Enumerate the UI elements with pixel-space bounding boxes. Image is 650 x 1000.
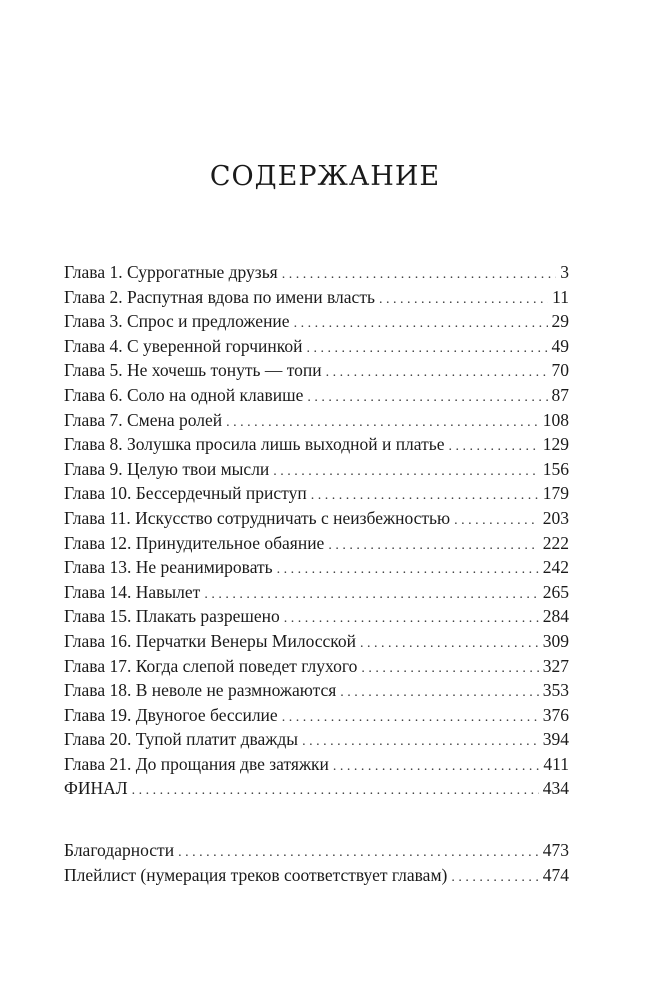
toc-entry-label: Глава 19. Двуногое бессилие xyxy=(64,704,278,725)
toc-entry-page: 29 xyxy=(551,311,569,332)
dot-leader xyxy=(326,358,548,386)
dot-leader xyxy=(178,838,539,866)
dot-leader xyxy=(340,678,538,706)
toc-entry-page: 3 xyxy=(560,262,569,282)
toc-entry-final xyxy=(64,776,569,801)
toc-entry-13 xyxy=(64,555,569,580)
toc-entry-page: 179 xyxy=(542,483,569,504)
toc-entry-playlist xyxy=(64,863,569,888)
toc-entry-page: 265 xyxy=(542,581,569,602)
toc-entry-17 xyxy=(64,654,569,679)
toc-entry-label: Глава 2. Распутная вдова по имени власть xyxy=(64,286,375,307)
toc-entry-page: 473 xyxy=(542,840,569,860)
toc-extras-list xyxy=(64,838,569,887)
toc-entry-14 xyxy=(64,580,569,605)
toc-entry-page: 376 xyxy=(542,704,569,725)
toc-entry-label: Глава 6. Соло на одной клавише xyxy=(64,384,304,405)
dot-leader xyxy=(360,629,539,657)
toc-entry-16 xyxy=(64,629,569,654)
dot-leader xyxy=(226,408,539,436)
toc-entry-3 xyxy=(64,309,569,334)
toc-entry-acknowledgements xyxy=(64,838,569,863)
toc-entry-page: 284 xyxy=(542,606,569,627)
dot-leader xyxy=(307,334,548,362)
toc-entry-10 xyxy=(64,481,569,506)
toc-entry-label: Глава 5. Не хочешь тонуть — топи xyxy=(64,360,322,381)
toc-entry-page: 411 xyxy=(543,753,569,774)
dot-leader xyxy=(361,654,538,682)
toc-entry-label: Глава 18. В неволе не размножаются xyxy=(64,680,337,701)
toc-entry-page: 203 xyxy=(542,507,569,528)
toc-entry-label: Глава 11. Искусство сотрудничать с неизбежностью xyxy=(64,507,451,528)
toc-entry-page: 434 xyxy=(542,778,569,799)
toc-entry-label: Глава 7. Смена ролей xyxy=(64,409,223,430)
toc-entry-2 xyxy=(64,285,569,310)
dot-leader xyxy=(282,260,557,288)
toc-entry-label: Плейлист (нумерация треков соответствует главам) xyxy=(64,864,448,885)
toc-entry-page: 394 xyxy=(542,729,569,750)
toc-entry-page: 11 xyxy=(552,286,569,307)
toc-entry-5 xyxy=(64,358,569,383)
toc-entry-page: 309 xyxy=(542,630,569,651)
toc-entry-label: Глава 1. Суррогатные друзья xyxy=(64,262,278,282)
toc-entry-label: ФИНАЛ xyxy=(64,778,128,799)
toc-entry-label: Глава 8. Золушка просила лишь выходной и платье xyxy=(64,434,445,455)
dot-leader xyxy=(282,703,539,731)
dot-leader xyxy=(132,776,539,804)
toc-entry-12 xyxy=(64,531,569,556)
dot-leader xyxy=(449,432,539,460)
toc-entry-label: Глава 21. До прощания две затяжки xyxy=(64,753,329,774)
toc-entry-label: Глава 16. Перчатки Венеры Милосской xyxy=(64,630,357,651)
page-title: СОДЕРЖАНИЕ xyxy=(209,161,441,192)
dot-leader xyxy=(294,309,548,337)
toc-entry-19 xyxy=(64,703,569,728)
toc-entry-11 xyxy=(64,506,569,531)
toc-entry-page: 222 xyxy=(542,532,569,553)
toc-entry-page: 108 xyxy=(542,409,569,430)
toc-entry-page: 242 xyxy=(542,557,569,578)
toc-entry-page: 327 xyxy=(542,655,569,676)
toc-entry-label: Благодарности xyxy=(64,840,175,860)
toc-entry-18 xyxy=(64,678,569,703)
toc-entry-page: 87 xyxy=(551,384,569,405)
toc-entry-page: 474 xyxy=(542,864,569,885)
dot-leader xyxy=(379,285,548,313)
toc-entry-label: Глава 3. Спрос и предложение xyxy=(64,311,290,332)
toc-entry-8 xyxy=(64,432,569,457)
toc-entry-label: Глава 20. Тупой платит дважды xyxy=(64,729,299,750)
toc-entry-page: 70 xyxy=(551,360,569,381)
toc-entry-6 xyxy=(64,383,569,408)
dot-leader xyxy=(277,555,539,583)
toc-entry-label: Глава 4. С уверенной горчинкой xyxy=(64,335,303,356)
toc-entry-21 xyxy=(64,752,569,777)
toc-entry-1 xyxy=(64,260,569,285)
toc-entry-label: Глава 10. Бессердечный приступ xyxy=(64,483,307,504)
toc-entry-label: Глава 9. Целую твои мысли xyxy=(64,458,270,479)
dot-leader xyxy=(333,752,539,780)
toc-entry-label: Глава 14. Навылет xyxy=(64,581,201,602)
dot-leader xyxy=(311,481,539,509)
toc-entry-7 xyxy=(64,408,569,433)
dot-leader xyxy=(284,604,539,632)
toc-entry-15 xyxy=(64,604,569,629)
toc-entry-4 xyxy=(64,334,569,359)
toc-entry-label: Глава 12. Принудительное обаяние xyxy=(64,532,325,553)
toc-entry-page: 353 xyxy=(542,680,569,701)
toc-entry-20 xyxy=(64,727,569,752)
toc-entry-page: 156 xyxy=(542,458,569,479)
toc-entry-9 xyxy=(64,457,569,482)
toc-entry-page: 129 xyxy=(542,434,569,455)
dot-leader xyxy=(454,506,539,534)
toc-entry-label: Глава 13. Не реанимировать xyxy=(64,557,273,578)
toc-entry-label: Глава 15. Плакать разрешено xyxy=(64,606,280,627)
toc-entry-page: 49 xyxy=(551,335,569,356)
dot-leader xyxy=(328,531,538,559)
dot-leader xyxy=(204,580,538,608)
toc-entry-label: Глава 17. Когда слепой поведет глухого xyxy=(64,655,358,676)
toc-list xyxy=(64,260,569,801)
dot-leader xyxy=(273,457,538,485)
dot-leader xyxy=(451,863,538,891)
dot-leader xyxy=(307,383,547,411)
dot-leader xyxy=(302,727,539,755)
